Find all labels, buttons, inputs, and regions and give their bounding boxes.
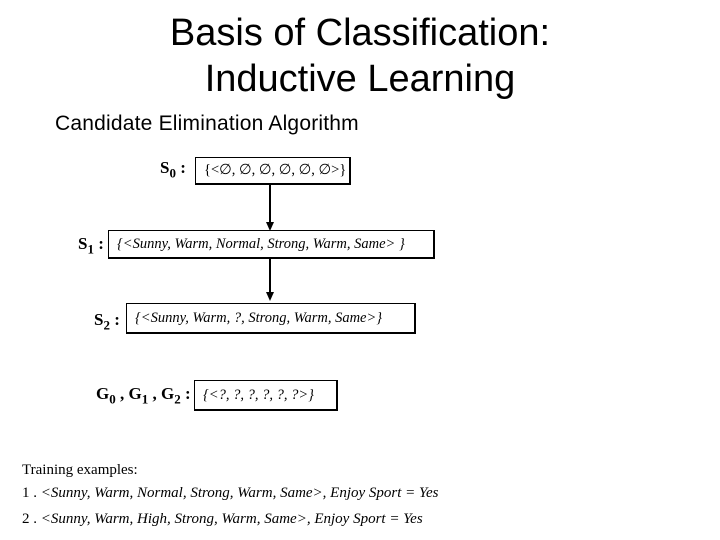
slide-title <box>0 10 720 102</box>
s1-box: {<Sunny, Warm, Normal, Strong, Warm, Same> } <box>108 230 435 259</box>
arrow-s0-s1 <box>269 185 271 223</box>
example-number: 2 . <box>22 511 37 527</box>
example-text: <Sunny, Warm, Normal, Strong, Warm, Same>, Enjoy Sport = Yes <box>40 485 439 501</box>
s0-box: {<∅, ∅, ∅, ∅, ∅, ∅>} <box>195 157 351 185</box>
example-number: 1 . <box>22 485 37 501</box>
example-text: <Sunny, Warm, High, Strong, Warm, Same>, Enjoy Sport = Yes <box>40 511 423 527</box>
training-heading: Training examples: <box>22 462 138 478</box>
training-example-2 <box>22 506 439 532</box>
title-line-2: Inductive Learning <box>204 58 516 100</box>
s2-label: $S_2$ : <box>94 310 120 333</box>
slide-subtitle: Candidate Elimination Algorithm <box>55 112 359 135</box>
training-example-1 <box>22 480 439 506</box>
training-examples <box>22 460 439 532</box>
s2-box: {<Sunny, Warm, ?, Strong, Warm, Same>} <box>126 303 416 334</box>
g-box: {<?, ?, ?, ?, ?, ?>} <box>194 380 338 411</box>
arrow-s1-s2 <box>269 259 271 293</box>
title-line-1: Basis of Classification: <box>169 12 551 54</box>
s0-label: $S_0$ : <box>160 158 186 181</box>
g-label: $G_0$ , $G_1$ , $G_2$ : <box>96 384 191 407</box>
arrow-head-s1-s2 <box>266 292 274 301</box>
s1-label: $S_1$ : <box>78 234 104 257</box>
